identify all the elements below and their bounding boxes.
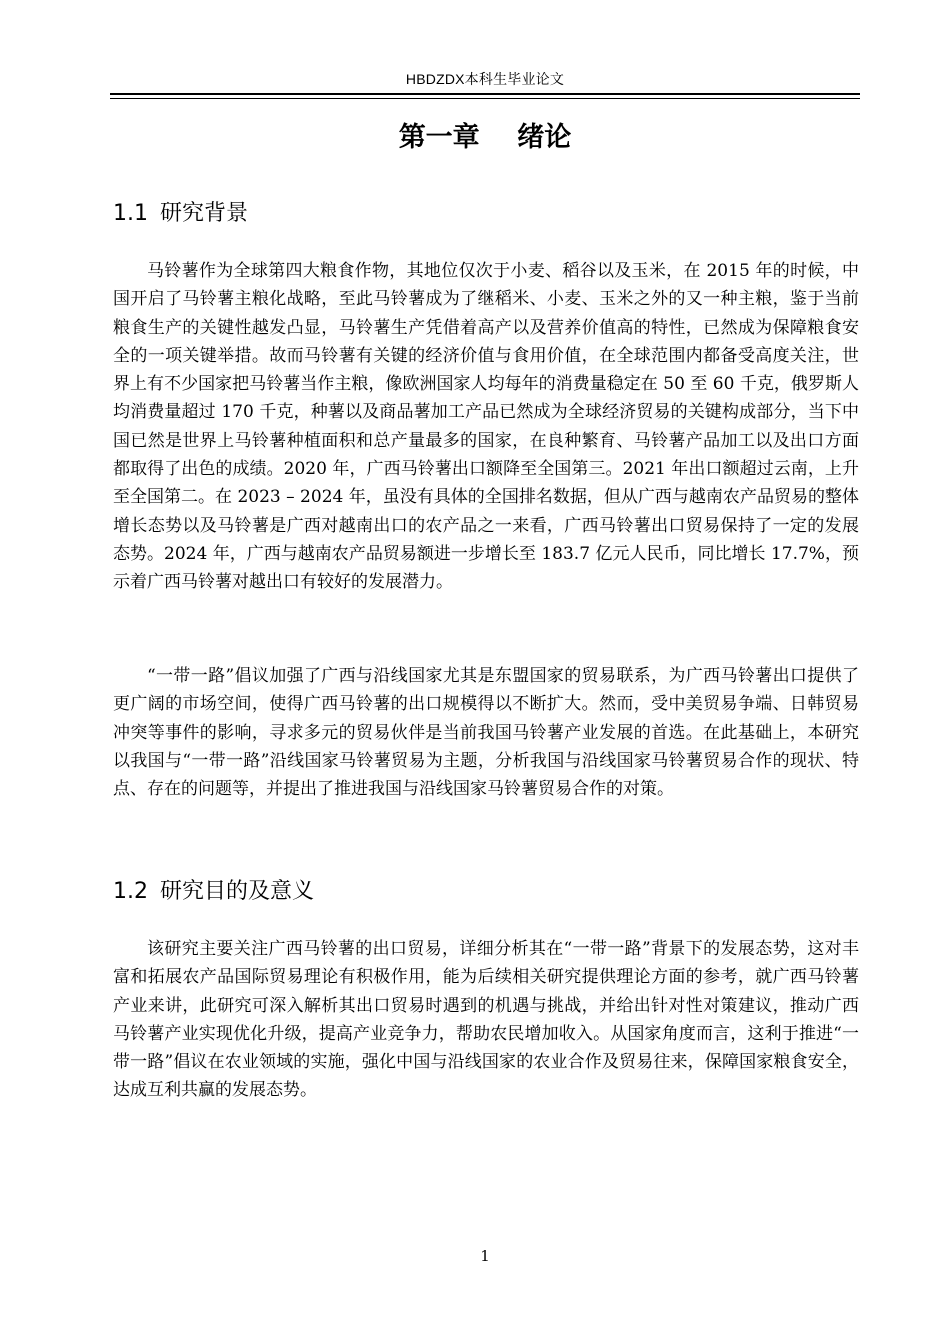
running-header: HBDZDX本科生毕业论文 (405, 71, 565, 87)
header-rule-thick (110, 93, 860, 95)
section-title: 研究背景 (160, 201, 249, 226)
section-title: 研究目的及意义 (160, 879, 315, 904)
paragraph-purpose: 该研究主要关注广西马铃薯的出口贸易，详细分析其在“一带一路”背景下的发展态势，这对丰富和拓展农产品国际贸易理论有积极作用，能为后续相关研究提供理论方面的参考，就广西马铃薯产业来讲，此研究可深入解析其出口贸易时遇到的机遇与挑战，并给出针对性对策建议，推动广西马铃薯产业实现优化升级，提高产业竞争力，帮助农民增加收入。从国家角度而言，这利于推进“一带一路”倡议在农业领域的实施，强化中国与沿线国家的农业合作及贸易往来，保障国家粮食安全，达成互利共赢的发展态势。 (113, 939, 859, 1101)
header-rule-thin (110, 98, 860, 99)
paragraph-background-2: “一带一路”倡议加强了广西与沿线国家尤其是东盟国家的贸易联系，为广西马铃薯出口提供了更广阔的市场空间，使得广西马铃薯的出口规模得以不断扩大。然而，受中美贸易争端、日韩贸易冲突等事件的影响，寻求多元的贸易伙伴是当前我国马铃薯产业发展的首选。在此基础上，本研究以我国与“一带一路”沿线国家马铃薯贸易为主题，分析我国与沿线国家马铃薯贸易合作的现状、特点、存在的问题等，并提出了推进我国与沿线国家马铃薯贸易合作的对策。 (113, 666, 859, 800)
page-number: 1 (480, 1247, 490, 1265)
section-number: 1.1 (113, 201, 148, 226)
chapter-title: 第一章 绪论 (398, 122, 572, 153)
paragraph-background-1: 马铃薯作为全球第四大粮食作物，其地位仅次于小麦、稻谷以及玉米，在 2015 年的时候，中国开启了马铃薯主粮化战略，至此马铃薯成为了继稻米、小麦、玉米之外的又一种主粮，鉴于当前粮食生产的关键性越发凸显，马铃薯生产凭借着高产以及营养价值高的特性，已然成为保障粮食安全的一项关键举措。故而马铃薯有关键的经济价值与食用价值，在全球范围内都备受高度关注，世界上有不少国家把马铃薯当作主粮，像欧洲国家人均每年的消费量稳定在 50 至 60 千克，俄罗斯人均消费量超过 170 千克，种薯以及商品薯加工产品已然成为全球经济贸易的关键构成部分，当下中国已然是世界上马铃薯种植面积和总产量最多的国家，在良种繁育、马铃薯产品加工以及出口方面都取得了出色的成绩。2020 年，广西马铃薯出口额降至全国第三。2021 年出口额超过云南，上升至全国第二。在 2023 – 2024 年，虽没有具体的全国排名数据，但从广西与越南农产品贸易的整体增长态势以及马铃薯是广西对越南出口的农产品之一来看，广西马铃薯出口贸易保持了一定的发展态势。2024 年，广西与越南农产品贸易额进一步增长至 183.7 亿元人民币，同比增长 17.7%，预示着广西马铃薯对越出口有较好的发展潜力。 (113, 261, 859, 593)
section-number: 1.2 (113, 879, 148, 904)
section-heading-1-1 (113, 199, 248, 229)
section-heading-1-2 (113, 877, 314, 907)
